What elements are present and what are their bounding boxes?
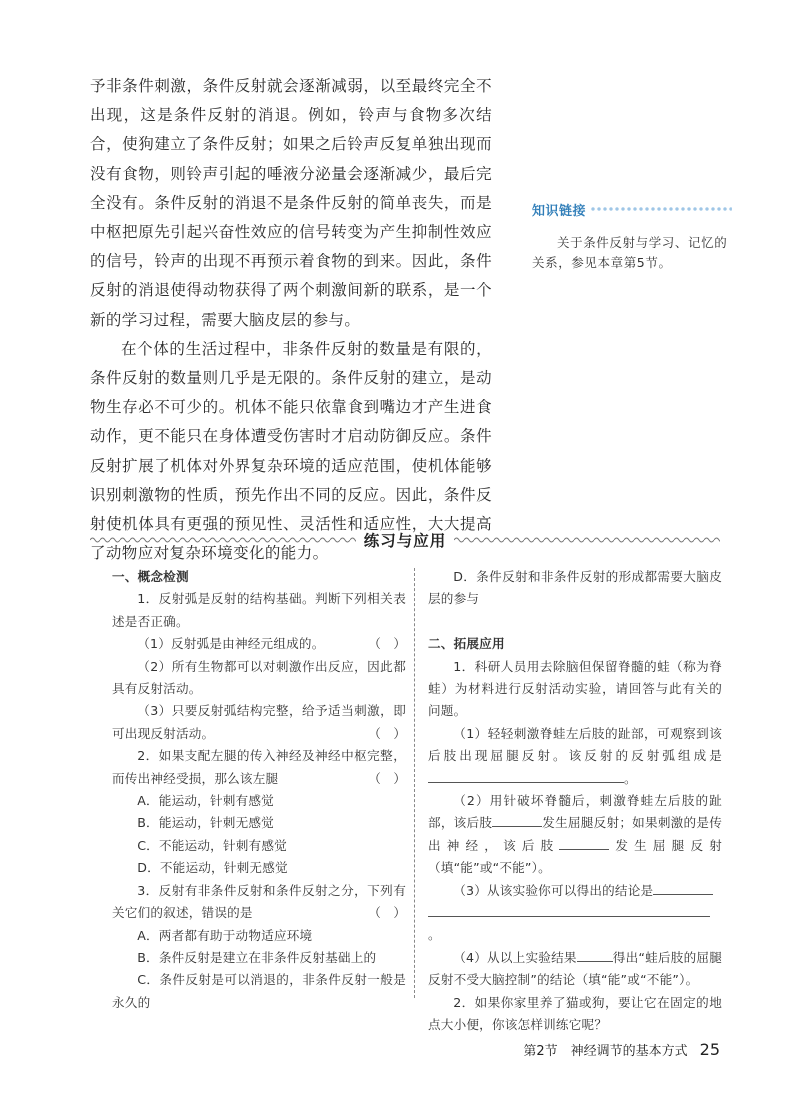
- question-2-option-c: C．不能运动，针刺有感觉: [137, 837, 287, 853]
- exercise-1: 1．科研人员用去除脑但保留脊髓的蛙（称为脊蛙）为材料进行反射活动实验，请回答与此有关的问题。: [428, 658, 722, 719]
- sidebar-body: 关于条件反射与学习、记忆的关系，参见本章第5节。: [532, 235, 728, 270]
- answer-paren[interactable]: （ ）: [368, 770, 406, 786]
- exercise-1-part-4: （4）从以上实验结果 得出“蛙后肢的屈腿反射不受大脑控制”的结论（填“能”或“不能”）。: [428, 947, 722, 992]
- wavy-rule-right-icon: [454, 536, 720, 544]
- footer-section-title: 第2节 神经调节的基本方式: [523, 1044, 688, 1059]
- exercise-1-part-3-line: 。: [428, 902, 722, 947]
- answer-paren[interactable]: （ ）: [368, 725, 406, 741]
- question-2-option-a: A．能运动，针刺有感觉: [137, 793, 274, 809]
- sidebar-header: [532, 199, 732, 219]
- question-3-option-a: A．两者都有助于动物适应环境: [137, 927, 313, 943]
- knowledge-link-sidebar: [532, 199, 732, 273]
- column-divider: [414, 568, 415, 998]
- question-3: 3．反射有非条件反射和条件反射之分，下列有关它们的叙述，错误的是 （ ）: [112, 880, 406, 925]
- question-2-option-b: B．能运动，针刺无感觉: [137, 815, 274, 831]
- question-1-item-3: （3）只要反射弧结构完整，给予适当刺激，即可出现反射活动。 （ ）: [112, 700, 406, 745]
- answer-blank[interactable]: [428, 902, 710, 917]
- answer-blank[interactable]: [428, 768, 624, 783]
- question-2-option-d: D．不能运动，针刺无感觉: [137, 860, 288, 876]
- exercise-1-part-3: （3）从该实验你可以得出的结论是: [428, 880, 722, 902]
- question-3-option-b: B．条件反射是建立在非条件反射基础上的: [137, 949, 377, 965]
- dotted-rule-icon: [590, 205, 732, 213]
- main-paragraph-1: 予非条件刺激，条件反射就会逐渐减弱，以至最终完全不出现，这是条件反射的消退。例如，铃声与食物多次结合，使狗建立了条件反射；如果之后铃声反复单独出现而没有食物，则铃声引起的唾液分泌量会逐渐减少，最后完全没有。条件反射的消退不是条件反射的简单丧失，而是中枢把原先引起兴奋性效应的信号转变为产生抑制性效应的信号，铃声的出现不再预示着食物的到来。因此，条件反射的消退使得动物获得了两个刺激间新的联系，是一个新的学习过程，需要大脑皮层的参与。: [90, 77, 492, 329]
- exercise-2: 2．如果你家里养了猫或狗，要让它在固定的地点大小便，你该怎样训练它呢？: [428, 994, 722, 1033]
- question-1: 1．反射弧是反射的结构基础。判断下列相关表述是否正确。: [112, 591, 406, 629]
- section-title: 练习与应用: [363, 532, 447, 550]
- question-3-option-c: C．条件反射是可以消退的，非条件反射一般是永久的: [112, 972, 406, 1010]
- exercise-1-part-1: （1）轻轻刺激脊蛙左后肢的趾部，可观察到该后肢出现屈腿反射。该反射的反射弧组成是。: [428, 725, 722, 786]
- page-number: 25: [699, 1040, 720, 1059]
- sidebar-tag: 知识链接: [532, 203, 587, 219]
- answer-blank[interactable]: [653, 880, 713, 895]
- answer-blank[interactable]: [559, 835, 609, 850]
- wavy-rule-left-icon: [90, 536, 356, 544]
- main-text: [90, 72, 492, 568]
- question-1-item-2: （2）所有生物都可以对刺激作出反应，因此都具有反射活动。: [112, 658, 406, 697]
- page-footer: [523, 1040, 720, 1059]
- answer-paren[interactable]: （ ）: [368, 905, 406, 921]
- answer-blank[interactable]: [577, 947, 613, 962]
- section-header: [90, 528, 720, 552]
- answer-paren[interactable]: （ ）: [368, 636, 406, 652]
- question-2: 2．如果支配左腿的传入神经及神经中枢完整，而传出神经受损，那么该左腿 （ ）: [112, 745, 406, 790]
- question-1-item-1: （ ） （1）反射弧是由神经元组成的。: [112, 633, 406, 655]
- exercise-1-part-2: （2）用针破坏脊髓后，刺激脊蛙左后肢的趾部，该后肢 发生屈腿反射；如果刺激的是传出神经，该后肢 发生屈腿反射（填“能”或“不能”）。: [428, 793, 723, 876]
- main-paragraph-2: 在个体的生活过程中，非条件反射的数量是有限的，条件反射的数量则几乎是无限的。条件反射的建立，是动物生存必不可少的。机体不能只依靠食到嘴边才产生进食动作，更不能只在身体遭受伤害时才启动防御反应。条件反射扩展了机体对外界复杂环境的适应范围，使机体能够识别刺激物的性质，预先作出不同的反应。因此，条件反射使机体具有更强的预见性、灵活性和适应性，大大提高了动物应对复杂环境变化的能力。: [90, 339, 492, 563]
- exercise-left-column: [112, 566, 406, 1014]
- heading-extended-application: 二、拓展应用: [428, 636, 505, 652]
- answer-blank[interactable]: [492, 812, 542, 827]
- question-3-option-d: D．条件反射和非条件反射的形成都需要大脑皮层的参与: [428, 569, 722, 607]
- heading-concept-check: 一、概念检测: [112, 569, 189, 584]
- exercise-right-column: [428, 566, 722, 1037]
